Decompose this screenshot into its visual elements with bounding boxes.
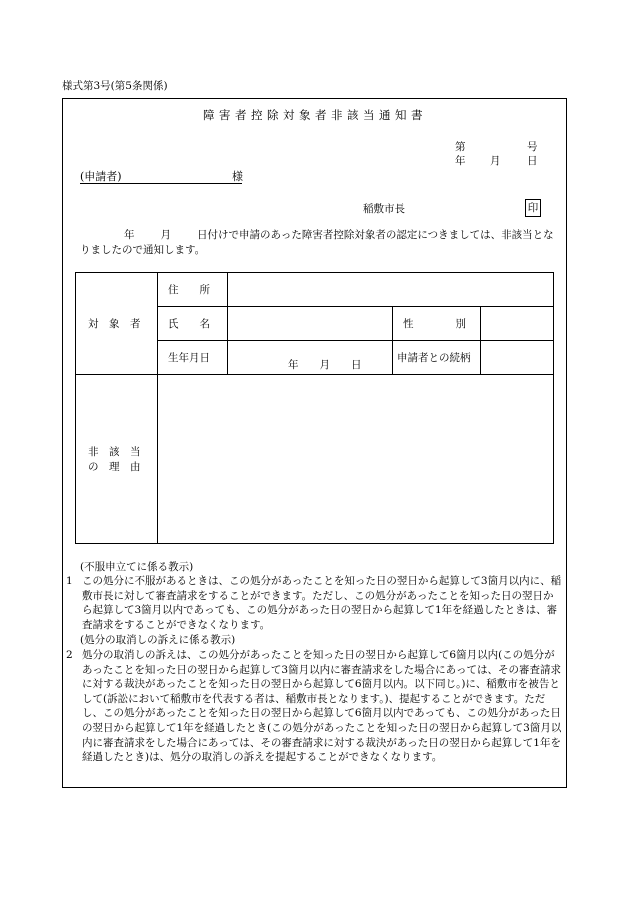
date-year: 年	[455, 155, 466, 167]
relation-value[interactable]	[481, 341, 554, 375]
body-text: 日付けで申請のあった障害者控除対象者の認定につきましては、非該当となりましたので通知します。	[80, 229, 554, 256]
body-year: 年	[124, 229, 135, 241]
notice-2-text: 処分の取消しの訴えは、この処分があったことを知った日の翌日から起算して6箇月以内(この処分があったことを知った日の翌日から起算して3箇月以内に審査請求をした場合にあっては、その審査請求に対する裁決があったことを知った日の翌日から起算して6箇月以内。以下同じ。)に、稲敷市を被告として(訴訟において稲敷市を代表する者は、稲敷市長となります。)、提起することができます。ただし、この処分があったことを知った日の翌日から起算して6箇月以内であっても、この処分があった日の翌日から起算して1年を経過したとき(この処分があったことを知った日の翌日から起算して3箇月以内に審査請求をした場合にあっては、その審査請求に対する裁決があった日の翌日から起算して1年を経過したとき)は、処分の取消しの訴えを提起することができなくなります。	[82, 649, 562, 764]
address-value[interactable]	[228, 273, 554, 307]
document-title: 障害者控除対象者非該当通知書	[203, 108, 427, 122]
applicant-label: (申請者)	[80, 170, 122, 183]
form-label: 様式第3号(第5条関係)	[62, 80, 168, 92]
reason-value[interactable]	[158, 375, 554, 544]
honorific: 様	[232, 170, 243, 183]
applicant-underline	[80, 183, 242, 184]
notice-body	[80, 228, 564, 257]
date-month: 月	[490, 155, 501, 167]
number-suffix: 号	[527, 141, 538, 153]
name-label: 氏 名	[158, 307, 228, 341]
seal-stamp: 印	[525, 199, 541, 217]
reason-label	[76, 375, 158, 544]
dob-value[interactable]: 年 月 日	[228, 341, 393, 375]
notice-1-number: 1	[66, 575, 73, 587]
subject-label: 対 象 者	[76, 273, 158, 375]
reason-label-line1: 非 該 当	[88, 446, 141, 458]
relation-label: 申請者との続柄	[393, 341, 481, 375]
gender-label: 性 別	[393, 307, 481, 341]
notice-heading-2: (処分の取消しの訴えに係る教示)	[80, 634, 236, 646]
body-month: 月	[160, 229, 171, 241]
notice-1-text: この処分に不服があるときは、この処分があったことを知った日の翌日から起算して3箇月以内に、稲敷市長に対して審査請求をすることができます。ただし、この処分があったことを知った日の翌日から起算して3箇月以内であっても、この処分があった日の翌日から起算して1年を経過したときは、審査請求をすることができなくなります。	[82, 575, 562, 631]
date-day: 日	[527, 155, 538, 167]
subject-table	[75, 272, 554, 544]
address-label: 住 所	[158, 273, 228, 307]
name-value[interactable]	[228, 307, 393, 341]
notice-heading-1: (不服申立てに係る教示)	[80, 561, 194, 573]
gender-value[interactable]	[481, 307, 554, 341]
notice-2-number: 2	[66, 649, 73, 661]
dob-label: 生年月日	[158, 341, 228, 375]
reason-label-line2: の 理 由	[88, 461, 141, 473]
number-prefix: 第	[455, 141, 466, 153]
issuer-mayor: 稲敷市長	[363, 203, 405, 215]
